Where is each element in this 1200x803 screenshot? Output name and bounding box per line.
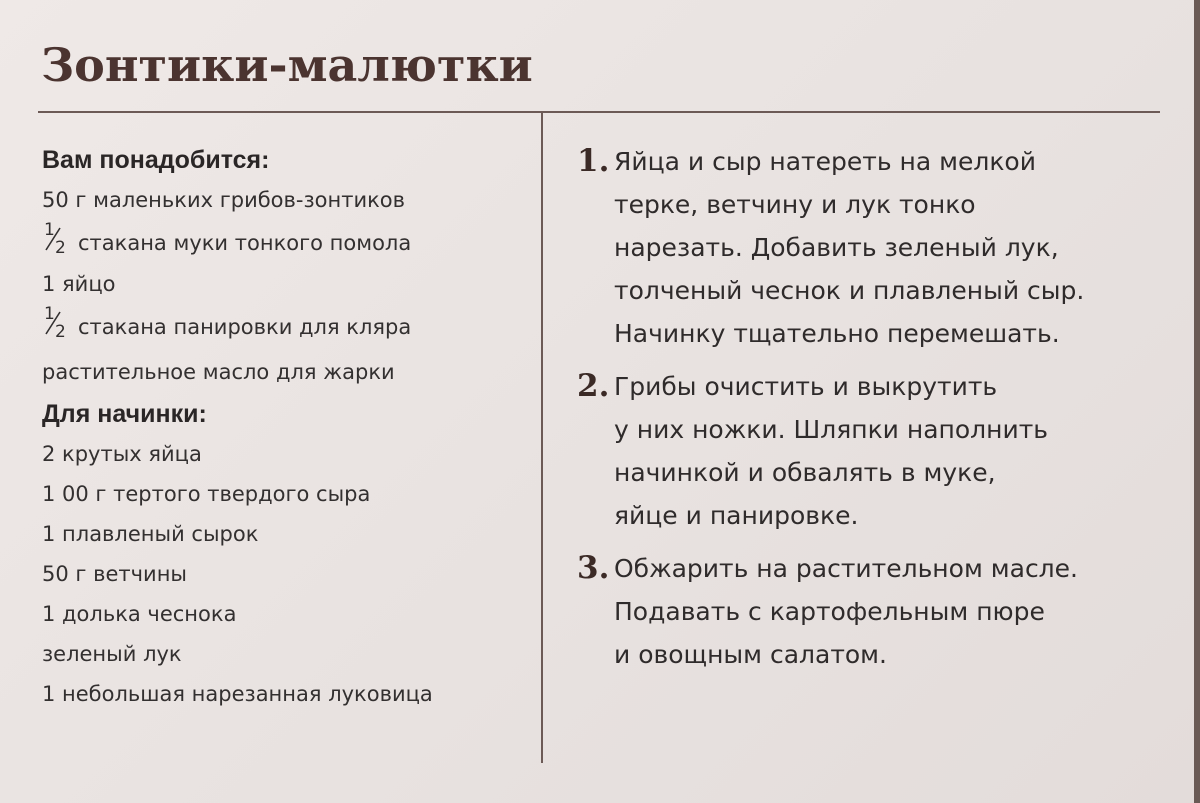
step-number: 1. — [577, 143, 610, 179]
fraction-half — [42, 220, 72, 256]
step-line: терке, ветчину и лук тонко — [614, 190, 976, 219]
ingredient-item — [42, 220, 537, 264]
filling-item: 1 долька чеснока — [42, 602, 237, 626]
ingredient-item — [42, 352, 537, 392]
step-line: начинкой и обвалять в муке, — [614, 458, 996, 487]
step-text — [614, 365, 1174, 537]
step-line: толченый чеснок и плавленый сыр. — [614, 276, 1085, 305]
step-number: 3. — [577, 550, 610, 586]
step-text — [614, 547, 1174, 676]
filling-item: зеленый лук — [42, 642, 182, 666]
step-item — [574, 365, 1174, 537]
recipe-title: Зонтики-малютки — [41, 38, 533, 92]
ingredient-text: 50 г маленьких грибов-зонтиков — [42, 188, 405, 212]
step-number: 2. — [577, 368, 610, 404]
ingredients-heading: Вам понадобится: — [42, 146, 270, 174]
filling-item: 2 крутых яйца — [42, 442, 202, 466]
step-line: яйце и панировке. — [614, 501, 859, 530]
filling-item: 1 небольшая нарезанная луковица — [42, 682, 433, 706]
step-item — [574, 547, 1174, 676]
ingredients-column — [42, 140, 537, 714]
step-line: у них ножки. Шляпки наполнить — [614, 415, 1049, 444]
step-line: Начинку тщательно перемешать. — [614, 319, 1060, 348]
ingredient-item — [42, 304, 537, 348]
ingredient-item — [42, 180, 537, 220]
step-line: Яйца и сыр натереть на мелкой — [614, 147, 1036, 176]
ingredient-text: стакана муки тонкого помола — [78, 231, 412, 255]
fraction-numerator: 1 — [44, 304, 55, 324]
step-line: и овощным салатом. — [614, 640, 887, 669]
filling-item: 1 00 г тертого твердого сыра — [42, 482, 371, 506]
filling-item: 50 г ветчины — [42, 562, 188, 586]
fraction-denominator: 2 — [55, 238, 66, 256]
filling-item: 1 плавленый сырок — [42, 522, 259, 546]
filling-heading: Для начинки: — [42, 400, 207, 428]
fraction-denominator: 2 — [55, 322, 66, 340]
step-line: Обжарить на растительном масле. — [614, 554, 1078, 583]
ingredient-item — [42, 264, 537, 304]
title-divider — [38, 111, 1160, 113]
fraction-half — [42, 304, 72, 340]
step-line: Грибы очистить и выкрутить — [614, 372, 998, 401]
fraction-numerator: 1 — [44, 220, 55, 240]
ingredient-text: стакана панировки для кляра — [78, 315, 412, 339]
ingredient-text: 1 яйцо — [42, 272, 116, 296]
column-divider — [541, 113, 543, 763]
step-text — [614, 140, 1174, 355]
step-line: нарезать. Добавить зеленый лук, — [614, 233, 1059, 262]
ingredient-text: растительное масло для жарки — [42, 360, 395, 384]
step-item — [574, 140, 1174, 355]
steps-column — [574, 140, 1174, 676]
step-line: Подавать с картофельным пюре — [614, 597, 1045, 626]
card-edge — [1194, 0, 1200, 803]
